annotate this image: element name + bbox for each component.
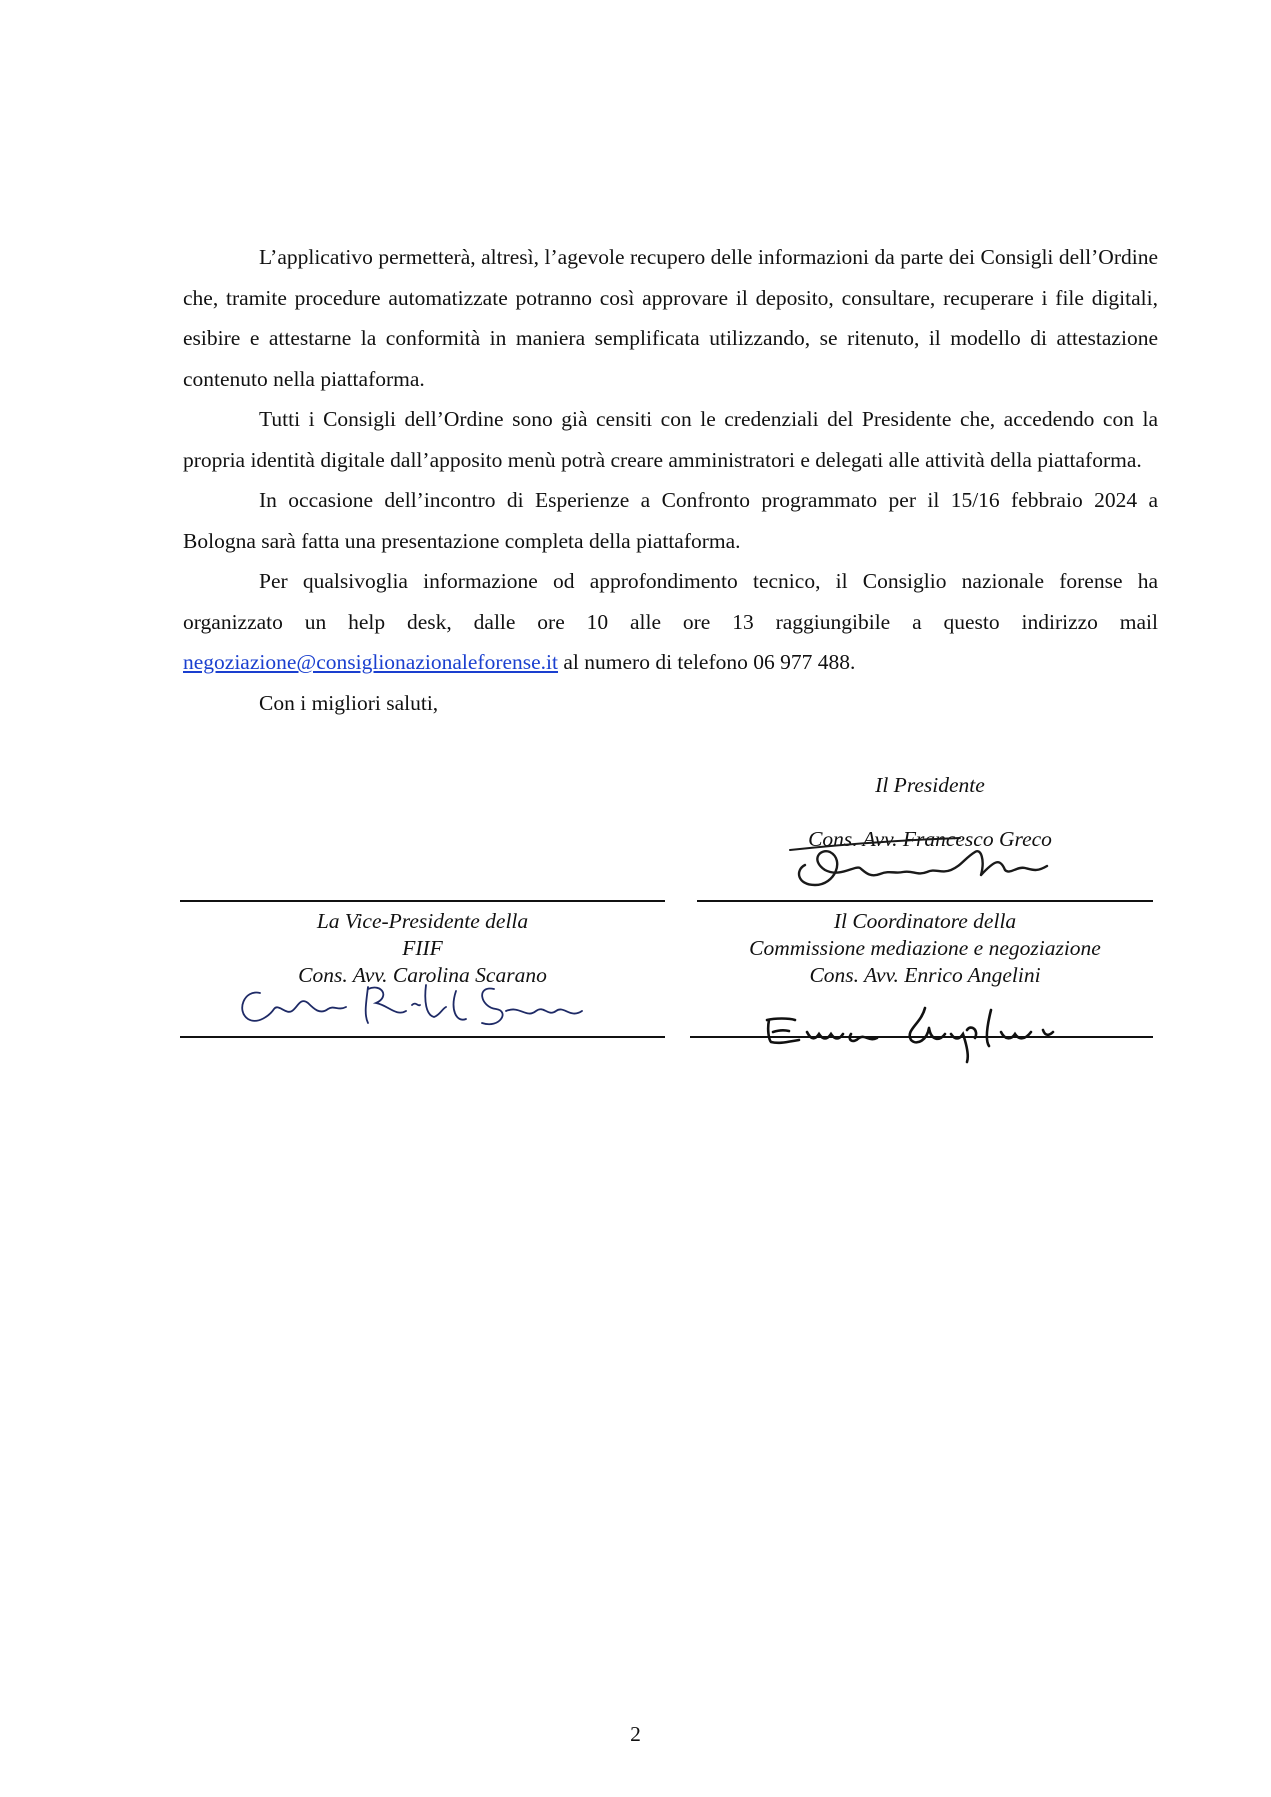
signature-line-vice-bottom [180,1036,665,1038]
closing-greeting: Con i migliori saluti, [259,690,439,715]
coordinator-caption [697,908,1153,989]
coordinator-signature [755,1000,1095,1065]
vice-president-role-1: La Vice-Presidente della [316,909,529,933]
vice-president-signature [230,975,610,1035]
help-desk-text: Per qualsivoglia informazione od approfondimento tecnico, il Consiglio nazionale forense ha organizzato un help desk, dalle ore 10 alle ore 13 raggiungibile a questo indirizzo mail [183,569,1158,634]
president-title: Il Presidente [875,773,985,797]
page-number: 2 [630,1722,641,1746]
president-name: Cons. Avv. Francesco Greco [808,827,1052,851]
signature-line-coordinator-top [697,900,1153,902]
paragraph-consigli: Tutti i Consigli dell’Ordine sono già censiti con le credenziali del Presidente che, accedendo con la propria identità digitale dall’apposito menù potrà creare amministratori e delegati alle attività della piattaforma. [183,407,1158,472]
phone-text: al numero di telefono 06 977 488. [563,650,856,674]
vice-president-role-2: FIIF [402,936,443,960]
coordinator-role-2: Commissione mediazione e negoziazione [749,936,1101,960]
signature-line-coordinator-bottom [690,1036,1153,1038]
paragraph-esperienze: In occasione dell’incontro di Esperienze a Confronto programmato per il 15/16 febbraio 2024 a Bologna sarà fatta una presentazione completa della piattaforma. [183,488,1158,553]
president-signature [785,830,1075,900]
vice-president-name: Cons. Avv. Carolina Scarano [298,963,547,987]
paragraph-help-desk [183,561,1158,683]
letter-body [183,237,1158,723]
email-link[interactable]: negoziazione@consiglionazionaleforense.it [183,650,559,674]
signature-line-vice-top [180,900,665,902]
coordinator-role-1: Il Coordinatore della [833,909,1017,933]
coordinator-name: Cons. Avv. Enrico Angelini [809,963,1041,987]
paragraph-applicativo: L’applicativo permetterà, altresì, l’agevole recupero delle informazioni da parte dei Consigli dell’Ordine che, tramite procedure automatizzate potranno così approvare il deposito, consultare, recuperare i file digitali, esibire e attestarne la conformità in maniera semplificata utilizzando, se ritenuto, il modello di attestazione contenuto nella piattaforma. [183,245,1158,391]
